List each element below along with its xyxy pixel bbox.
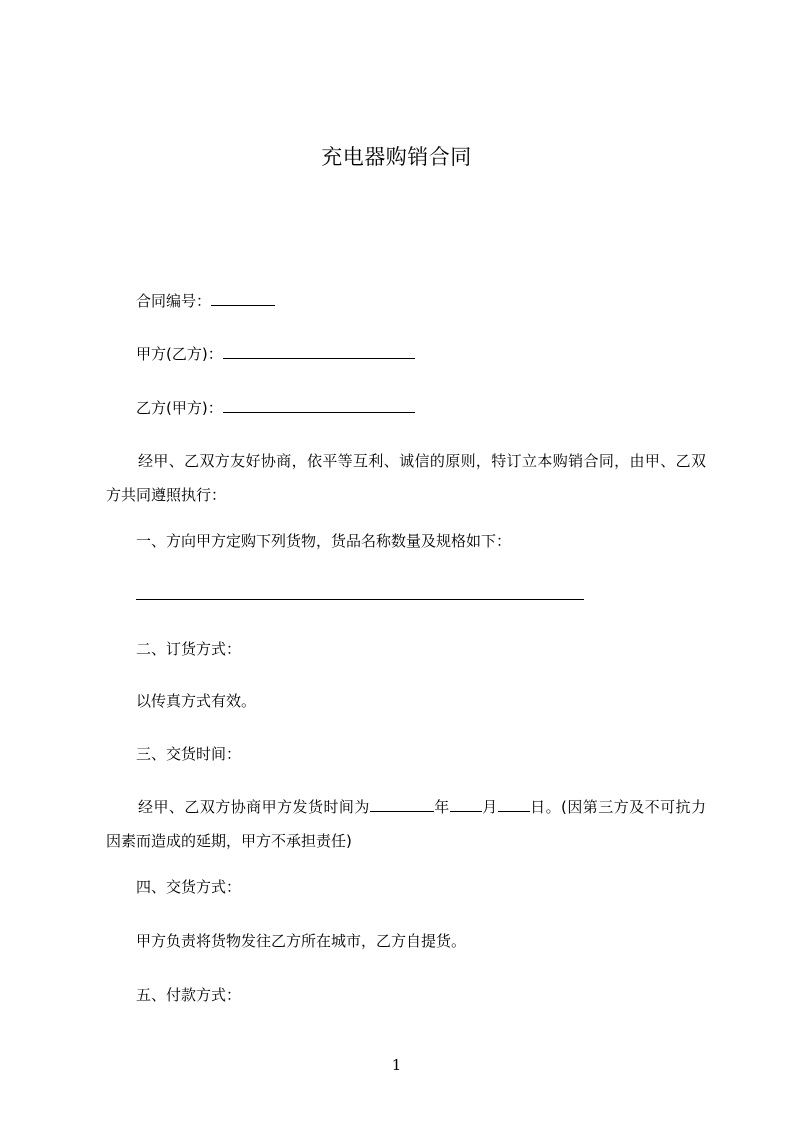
section3-body: [106, 790, 706, 858]
party-b-line: [136, 397, 415, 419]
goods-list-blank-line: [136, 599, 584, 600]
month-label: 月: [481, 798, 498, 816]
contract-number-line: [136, 290, 275, 312]
delivery-month-blank: [450, 796, 482, 812]
delivery-day-blank: [498, 796, 530, 812]
section3-heading: 三、交货时间：: [136, 745, 242, 763]
party-b-blank: [223, 397, 415, 413]
delivery-year-blank: [370, 796, 434, 812]
section2-heading: 二、订货方式：: [136, 640, 242, 658]
contract-number-blank: [211, 290, 275, 306]
page-number: 1: [391, 1056, 402, 1074]
document-title: 充电器购销合同: [321, 145, 472, 169]
contract-number-label: 合同编号：: [136, 292, 212, 310]
party-a-line: [136, 343, 415, 365]
party-b-label: 乙方(甲方)：: [136, 399, 223, 417]
delivery-time-prefix: 经甲、乙双方协商甲方发货时间为: [138, 798, 370, 816]
section5-heading: 五、付款方式：: [136, 986, 242, 1004]
section4-body: 甲方负责将货物发往乙方所在城市，乙方自提货。: [136, 932, 467, 950]
party-a-label: 甲方(乙方)：: [136, 345, 223, 363]
party-a-blank: [223, 343, 415, 359]
section4-heading: 四、交货方式：: [136, 878, 242, 896]
section1-heading: 一、方向甲方定购下列货物，货品名称数量及规格如下：: [136, 532, 512, 550]
intro-paragraph: 经甲、乙双方友好协商，依平等互利、诚信的原则，特订立本购销合同，由甲、乙双方共同遵照执行：: [106, 452, 706, 504]
delivery-time-note: (因第三方及不可抗力因素而造成的延期，甲方不承担责任): [106, 798, 706, 850]
year-label: 年: [433, 798, 450, 816]
section2-body: 以传真方式有效。: [136, 692, 257, 710]
day-label: 日。: [529, 798, 562, 816]
